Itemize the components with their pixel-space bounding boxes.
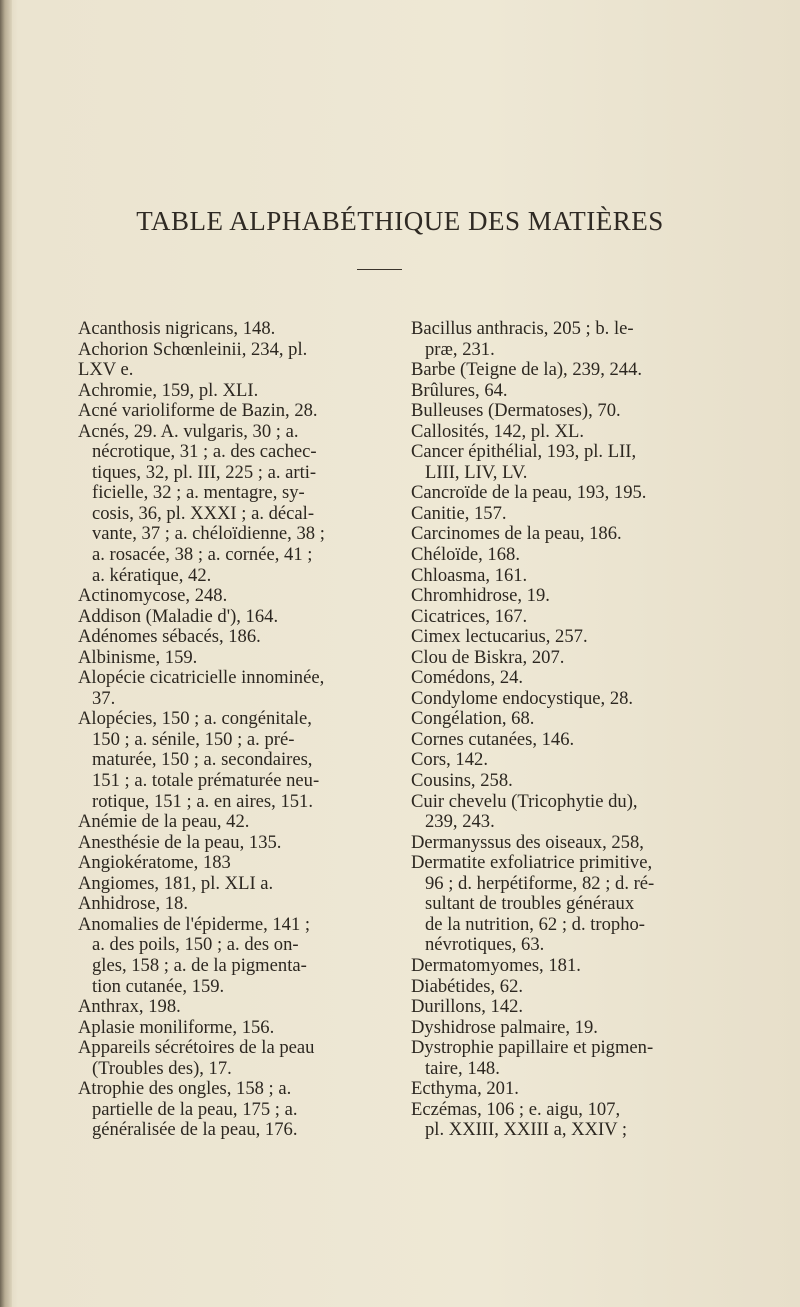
index-line: rotique, 151 ; a. en aires, 151. [92, 790, 314, 812]
index-line: Aplasie moniliforme, 156. [78, 1016, 275, 1038]
index-line: Actinomycose, 248. [78, 585, 228, 607]
index-line: Cimex lectucarius, 257. [411, 626, 588, 648]
index-line: Achromie, 159, pl. XLI. [78, 379, 259, 401]
index-line: tiques, 32, pl. III, 225 ; a. arti- [92, 461, 317, 483]
index-line: vante, 37 ; a. chéloïdienne, 38 ; [92, 523, 325, 545]
index-line: Anesthésie de la peau, 135. [78, 831, 282, 853]
index-line: Chloasma, 161. [411, 564, 528, 586]
index-line: 150 ; a. sénile, 150 ; a. pré- [92, 728, 295, 750]
index-line: sultant de troubles généraux [425, 893, 635, 915]
index-line: Cors, 142. [411, 749, 488, 771]
index-line: gles, 158 ; a. de la pigmenta- [92, 954, 307, 976]
index-line: Albinisme, 159. [78, 646, 198, 668]
index-line: Dermanyssus des oiseaux, 258, [411, 831, 644, 853]
index-line: Addison (Maladie d'), 164. [78, 605, 279, 627]
index-line: ficielle, 32 ; a. mentagre, sy- [92, 482, 305, 504]
index-line: Alopécies, 150 ; a. congénitale, [78, 708, 312, 730]
index-line: 37. [92, 687, 116, 709]
index-line: Diabétides, 62. [411, 975, 524, 997]
index-line: Angiokératome, 183 [78, 852, 231, 874]
page-binding-edge [0, 0, 12, 1307]
index-line: Callosités, 142, pl. XL. [411, 420, 585, 442]
index-line: a. des poils, 150 ; a. des on- [92, 934, 299, 956]
index-column-left [78, 319, 378, 1141]
index-line: Appareils sécrétoires de la peau [78, 1037, 315, 1059]
index-line: (Troubles des), 17. [92, 1057, 232, 1079]
index-line: Angiomes, 181, pl. XLI a. [78, 872, 274, 894]
index-line: Barbe (Teigne de la), 239, 244. [411, 359, 643, 381]
index-line: Dyshidrose palmaire, 19. [411, 1016, 598, 1038]
index-line: pl. XXIII, XXIII a, XXIV ; [425, 1119, 628, 1141]
index-line: a. kératique, 42. [92, 564, 212, 586]
index-line: Clou de Biskra, 207. [411, 646, 565, 668]
index-line: Dystrophie papillaire et pigmen- [411, 1037, 654, 1059]
index-line: cosis, 36, pl. XXXI ; a. décal- [92, 502, 315, 524]
index-line: Brûlures, 64. [411, 379, 508, 401]
index-line: taire, 148. [425, 1057, 500, 1079]
index-line: Cicatrices, 167. [411, 605, 528, 627]
index-line: maturée, 150 ; a. secondaires, [92, 749, 313, 771]
index-line: tion cutanée, 159. [92, 975, 225, 997]
index-line: Anémie de la peau, 42. [78, 811, 250, 833]
index-line: Chéloïde, 168. [411, 544, 520, 566]
index-line: Comédons, 24. [411, 667, 524, 689]
index-line: névrotiques, 63. [425, 934, 545, 956]
index-line: Congélation, 68. [411, 708, 535, 730]
index-line: Cancer épithélial, 193, pl. LII, [411, 441, 637, 463]
index-column-right [411, 319, 711, 1141]
index-line: Anthrax, 198. [78, 996, 181, 1018]
index-line: Alopécie cicatricielle innominée, [78, 667, 325, 689]
index-line: 239, 243. [425, 811, 495, 833]
index-line: LIII, LIV, LV. [425, 461, 528, 483]
index-line: Achorion Schœnleinii, 234, pl. [78, 338, 308, 360]
index-line: Chromhidrose, 19. [411, 585, 550, 607]
index-line: partielle de la peau, 175 ; a. [92, 1098, 298, 1120]
index-line: Canitie, 157. [411, 502, 507, 524]
index-line: Anomalies de l'épiderme, 141 ; [78, 913, 311, 935]
index-line: Atrophie des ongles, 158 ; a. [78, 1078, 292, 1100]
index-line: 151 ; a. totale prématurée neu- [92, 770, 320, 792]
title-rule [357, 269, 402, 270]
index-line: Acnés, 29. A. vulgaris, 30 ; a. [78, 420, 299, 442]
index-line: Acanthosis nigricans, 148. [78, 318, 276, 339]
index-line: généralisée de la peau, 176. [92, 1119, 298, 1141]
index-line: Ecthyma, 201. [411, 1078, 519, 1100]
index-line: Cancroïde de la peau, 193, 195. [411, 482, 647, 504]
index-line: Acné varioliforme de Bazin, 28. [78, 400, 318, 422]
index-line: Dermatite exfoliatrice primitive, [411, 852, 653, 874]
index-line: LXV e. [78, 359, 134, 381]
index-line: Cousins, 258. [411, 770, 513, 792]
index-line: Carcinomes de la peau, 186. [411, 523, 622, 545]
index-line: nécrotique, 31 ; a. des cachec- [92, 441, 317, 463]
index-line: Adénomes sébacés, 186. [78, 626, 261, 648]
index-line: Dermatomyomes, 181. [411, 954, 581, 976]
index-line: Cornes cutanées, 146. [411, 728, 575, 750]
index-line: Condylome endocystique, 28. [411, 687, 634, 709]
index-line: a. rosacée, 38 ; a. cornée, 41 ; [92, 544, 313, 566]
index-line: de la nutrition, 62 ; d. tropho- [425, 913, 645, 935]
index-line: Cuir chevelu (Tricophytie du), [411, 790, 638, 812]
index-line: Durillons, 142. [411, 996, 524, 1018]
index-line: Bulleuses (Dermatoses), 70. [411, 400, 621, 422]
index-line: præ, 231. [425, 338, 495, 360]
index-line: Bacillus anthracis, 205 ; b. le- [411, 318, 634, 339]
page-title: TABLE ALPHABÉTHIQUE DES MATIÈRES [136, 206, 664, 236]
index-line: Anhidrose, 18. [78, 893, 189, 915]
index-line: 96 ; d. herpétiforme, 82 ; d. ré- [425, 872, 655, 894]
index-line: Eczémas, 106 ; e. aigu, 107, [411, 1098, 621, 1120]
